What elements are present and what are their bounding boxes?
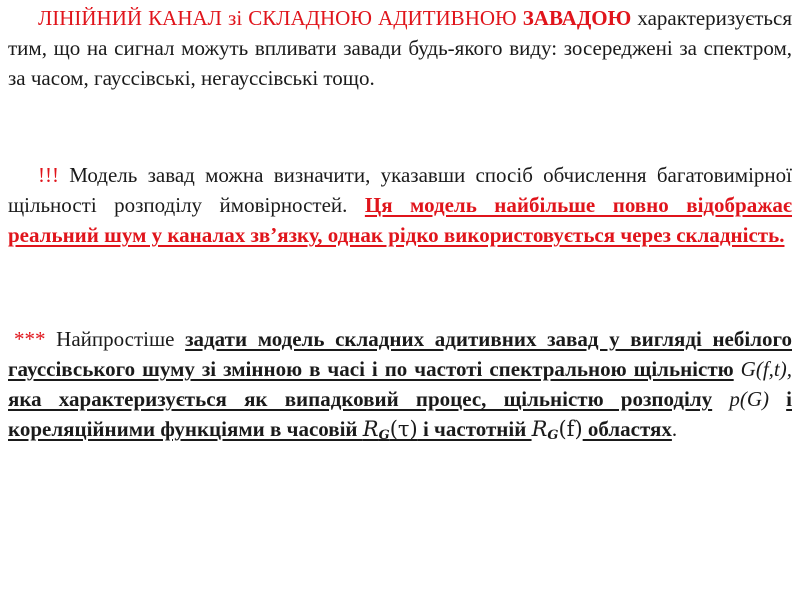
asterisk-marker: ***: [14, 327, 46, 351]
exclamation-marker: !!!: [38, 163, 59, 187]
rg-symbol: R: [531, 417, 548, 441]
paragraph3-part4: і частотній: [417, 417, 532, 441]
rg-symbol: R: [362, 417, 379, 441]
f-argument: (f): [558, 417, 583, 441]
rg-subscript: G: [547, 428, 559, 443]
paragraph-simplest-model: [8, 324, 792, 451]
paragraph3-part5: областях: [582, 417, 672, 441]
paragraph3-part1: задати модель складних адитивних завад у вигляді небілого гауссівського шуму зі змінною в часі і по частоті спектральною щільністю: [8, 327, 792, 381]
formula-gft: G(f,t),: [733, 357, 792, 381]
formula-rg-tau: [363, 417, 418, 441]
paragraph1-body: характеризується тим, що на сигнал можуть впливати завади будь-якого виду: зосереджені за спектром, за часом, гауссівські, негауссівські тощо.: [8, 6, 792, 90]
formula-rg-f: [532, 417, 583, 441]
paragraph2-body: Модель завад можна визначити, указавши спосіб обчислення багатовимірної щільності розподілу ймовірностей.: [8, 163, 792, 217]
tau-argument: (τ): [389, 417, 418, 441]
heading-line1: ЛІНІЙНИЙ КАНАЛ зі СКЛАДНОЮ АДИТИВНОЮ: [38, 6, 517, 30]
rg-subscript: G: [378, 428, 390, 443]
paragraph3-end: .: [671, 417, 678, 441]
paragraph-noise-model: [8, 160, 792, 250]
formula-pg: p(G): [712, 387, 787, 411]
paragraph2-emphasis: Ця модель найбільше повно відображає реальний шум у каналах зв’язку, однак рідко використовується через складність.: [8, 193, 793, 247]
paragraph3-lead: Найпростіше: [45, 327, 186, 351]
heading-line2: ЗАВАДОЮ: [522, 6, 632, 30]
paragraph3-part3: і кореляційними функціями в часовій: [8, 387, 792, 441]
paragraph3-part2: яка характеризується як випадковий процес, щільністю розподілу: [8, 387, 713, 411]
paragraph-linear-channel: [8, 3, 792, 93]
